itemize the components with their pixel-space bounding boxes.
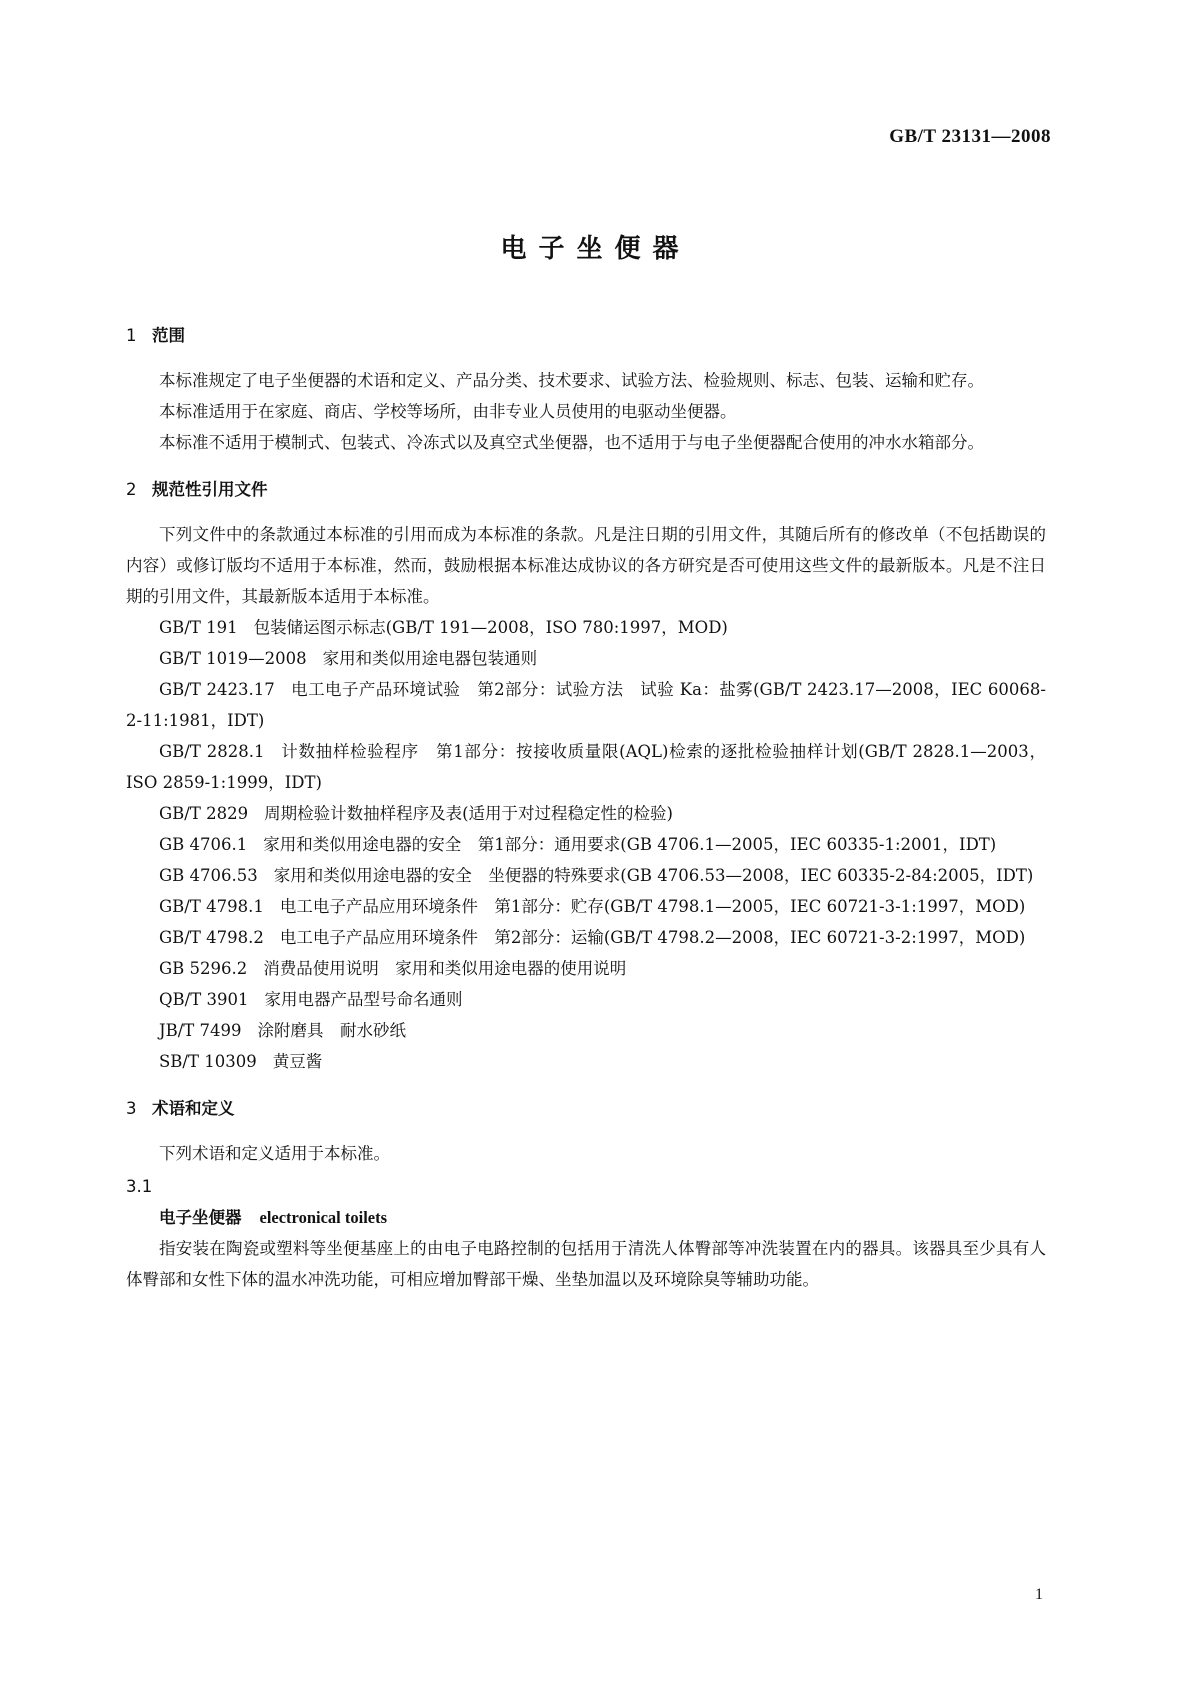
reference-code: GB/T 1019—2008 bbox=[159, 649, 307, 668]
section-title: 规范性引用文件 bbox=[152, 480, 268, 499]
reference-title: 计数抽样检验程序 第1部分：按接收质量限(AQL)检索的逐批检验抽样计划(GB/T 2828.1—2003，ISO 2859-1:1999，IDT) bbox=[126, 742, 1046, 792]
page-title: 电子坐便器 bbox=[500, 234, 691, 264]
reference-item bbox=[126, 829, 1046, 860]
term-english: electronical toilets bbox=[259, 1208, 388, 1227]
term-chinese: 电子坐便器 bbox=[159, 1208, 242, 1227]
reference-item bbox=[126, 953, 1046, 984]
reference-title: 电工电子产品应用环境条件 第2部分：运输(GB/T 4798.2—2008，IEC 60721-3-2:1997，MOD) bbox=[279, 928, 1026, 947]
reference-title: 包装储运图示标志(GB/T 191—2008，ISO 780:1997，MOD) bbox=[253, 618, 728, 637]
reference-item bbox=[126, 891, 1046, 922]
section-number: 2 bbox=[126, 480, 137, 499]
reference-code: GB 4706.53 bbox=[159, 866, 258, 885]
reference-title: 电工电子产品应用环境条件 第1部分：贮存(GB/T 4798.1—2005，IEC 60721-3-1:1997，MOD) bbox=[279, 897, 1026, 916]
reference-code: GB/T 2423.17 bbox=[159, 680, 275, 699]
paragraph: 本标准不适用于模制式、包装式、冷冻式以及真空式坐便器，也不适用于与电子坐便器配合使用的冲水水箱部分。 bbox=[159, 433, 984, 452]
reference-item bbox=[126, 984, 1046, 1015]
term-entry bbox=[126, 1202, 1046, 1233]
reference-title: 电工电子产品环境试验 第2部分：试验方法 试验 Ka：盐雾(GB/T 2423.17—2008，IEC 60068-2-11:1981，IDT) bbox=[126, 680, 1046, 730]
section-heading-normative-references bbox=[126, 474, 1046, 505]
reference-title: 家用和类似用途电器包装通则 bbox=[322, 649, 538, 668]
reference-code: GB/T 4798.2 bbox=[159, 928, 264, 947]
section-number: 3 bbox=[126, 1099, 137, 1118]
reference-item bbox=[126, 798, 1046, 829]
page-number: 1 bbox=[1035, 1586, 1043, 1603]
subclause-number: 3.1 bbox=[126, 1177, 153, 1196]
reference-code: SB/T 10309 bbox=[159, 1052, 257, 1071]
reference-code: GB 4706.1 bbox=[159, 835, 248, 854]
reference-title: 家用和类似用途电器的安全 坐便器的特殊要求(GB 4706.53—2008，IEC 60335-2-84:2005，IDT) bbox=[273, 866, 1034, 885]
reference-item bbox=[126, 1046, 1046, 1077]
reference-code: GB 5296.2 bbox=[159, 959, 248, 978]
reference-code: GB/T 2829 bbox=[159, 804, 249, 823]
reference-item bbox=[126, 922, 1046, 953]
document-body bbox=[126, 320, 1046, 1295]
reference-title: 黄豆酱 bbox=[272, 1052, 323, 1071]
reference-item bbox=[126, 612, 1046, 643]
reference-code: JB/T 7499 bbox=[159, 1021, 242, 1040]
reference-code: QB/T 3901 bbox=[159, 990, 249, 1009]
reference-code: GB/T 4798.1 bbox=[159, 897, 264, 916]
standard-number: GB/T 23131—2008 bbox=[889, 126, 1051, 147]
reference-code: GB/T 191 bbox=[159, 618, 238, 637]
reference-item bbox=[126, 860, 1046, 891]
reference-item bbox=[126, 736, 1046, 798]
section-heading-terms-definitions bbox=[126, 1093, 1046, 1124]
reference-title: 消费品使用说明 家用和类似用途电器的使用说明 bbox=[263, 959, 627, 978]
reference-item bbox=[126, 674, 1046, 736]
section-title: 范围 bbox=[152, 326, 185, 345]
paragraph: 下列文件中的条款通过本标准的引用而成为本标准的条款。凡是注日期的引用文件，其随后所有的修改单（不包括勘误的内容）或修订版均不适用于本标准，然而，鼓励根据本标准达成协议的各方研究是否可使用这些文件的最新版本。凡是不注日期的引用文件，其最新版本适用于本标准。 bbox=[126, 525, 1046, 606]
reference-title: 周期检验计数抽样程序及表(适用于对过程稳定性的检验) bbox=[264, 804, 673, 823]
term-definition: 指安装在陶瓷或塑料等坐便基座上的由电子电路控制的包括用于清洗人体臀部等冲洗装置在内的器具。该器具至少具有人体臀部和女性下体的温水冲洗功能，可相应增加臀部干燥、坐垫加温以及环境除臭等辅助功能。 bbox=[126, 1239, 1046, 1289]
reference-code: GB/T 2828.1 bbox=[159, 742, 265, 761]
reference-item bbox=[126, 643, 1046, 674]
reference-item bbox=[126, 1015, 1046, 1046]
section-number: 1 bbox=[126, 326, 137, 345]
reference-title: 家用和类似用途电器的安全 第1部分：通用要求(GB 4706.1—2005，IEC 60335-1:2001，IDT) bbox=[263, 835, 997, 854]
section-title: 术语和定义 bbox=[152, 1099, 235, 1118]
paragraph: 本标准规定了电子坐便器的术语和定义、产品分类、技术要求、试验方法、检验规则、标志、包装、运输和贮存。 bbox=[159, 371, 984, 390]
reference-title: 涂附磨具 耐水砂纸 bbox=[257, 1021, 407, 1040]
paragraph: 本标准适用于在家庭、商店、学校等场所，由非专业人员使用的电驱动坐便器。 bbox=[159, 402, 737, 421]
section-heading-scope bbox=[126, 320, 1046, 351]
paragraph: 下列术语和定义适用于本标准。 bbox=[159, 1144, 390, 1163]
reference-title: 家用电器产品型号命名通则 bbox=[264, 990, 463, 1009]
